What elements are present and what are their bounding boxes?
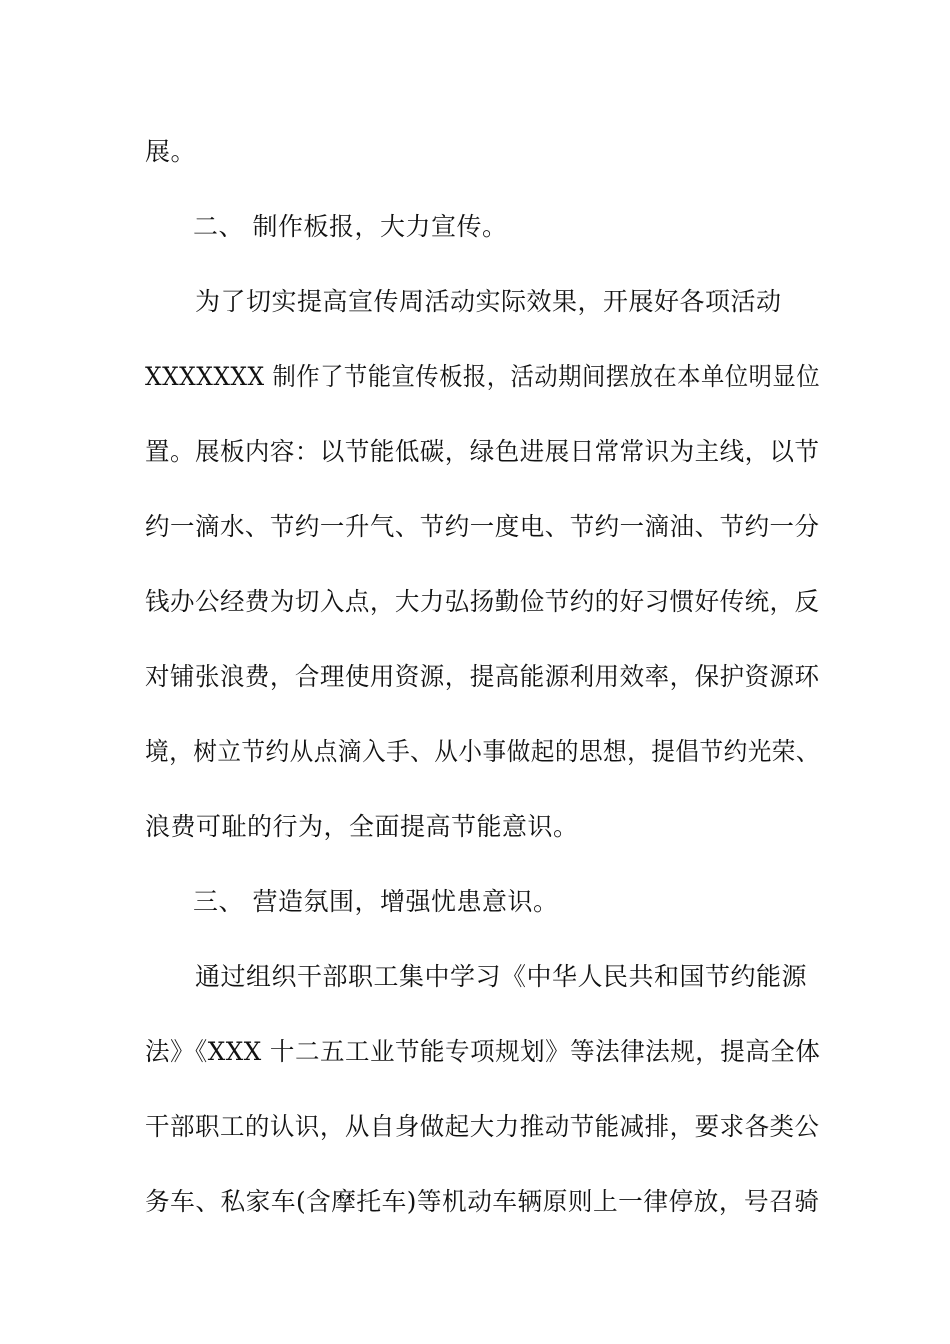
text-line: 约一滴水、节约一升气、节约一度电、节约一滴油、节约一分 bbox=[145, 512, 820, 541]
text-line: 展。 bbox=[145, 137, 197, 166]
text-line: 浪费可耻的行为，全面提高节能意识。 bbox=[145, 812, 579, 841]
text-line: 务车、私家车(含摩托车)等机动车辆原则上一律停放，号召骑 bbox=[145, 1187, 820, 1216]
text-line: 境，树立节约从点滴入手、从小事做起的思想，提倡节约光荣、 bbox=[145, 737, 821, 766]
text-line: 为了切实提高宣传周活动实际效果，开展好各项活动 bbox=[195, 287, 782, 316]
section-heading: 三、 营造氛围，增强忧患意识。 bbox=[193, 887, 559, 916]
text-line: 置。展板内容：以节能低碳，绿色进展日常常识为主线，以节 bbox=[145, 437, 820, 466]
text-line: 法》《XXX 十二五工业节能专项规划》等法律法规，提高全体 bbox=[145, 1037, 821, 1066]
text-line: 干部职工的认识，从自身做起大力推动节能减排，要求各类公 bbox=[145, 1112, 820, 1141]
section-heading: 二、 制作板报，大力宣传。 bbox=[193, 212, 508, 241]
text-line: XXXXXXX 制作了节能宣传板报，活动期间摆放在本单位明显位 bbox=[145, 362, 821, 391]
text-line: 通过组织干部职工集中学习《中华人民共和国节约能源 bbox=[195, 962, 808, 991]
text-line: 对铺张浪费，合理使用资源，提高能源利用效率，保护资源环 bbox=[145, 662, 820, 691]
text-line: 钱办公经费为切入点，大力弘扬勤俭节约的好习惯好传统，反 bbox=[145, 587, 820, 616]
